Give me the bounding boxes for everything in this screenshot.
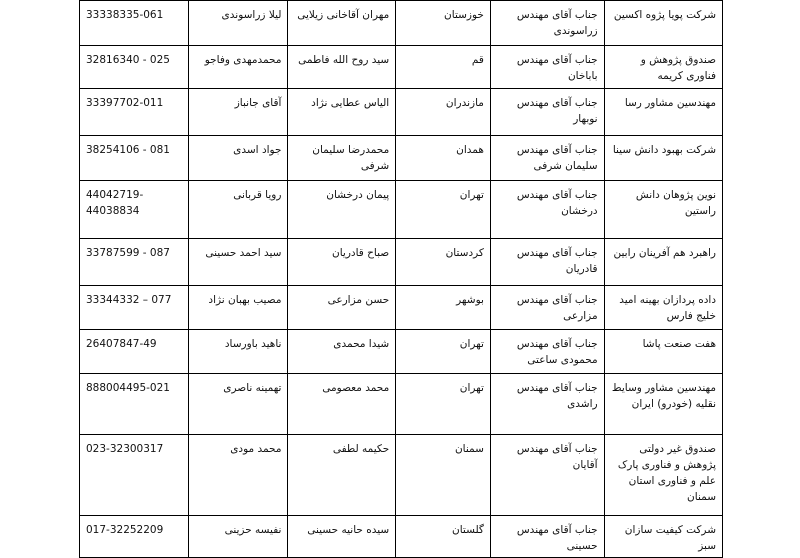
province-cell: همدان: [396, 136, 491, 181]
company-cell: مهندسین مشاور رسا: [604, 89, 722, 136]
manager-cell: شیدا محمدی: [288, 330, 396, 374]
phone-cell: 888004495-021: [80, 374, 189, 435]
company-cell: هفت صنعت پاشا: [604, 330, 722, 374]
contact-cell: تهمینه ناصری: [188, 374, 287, 435]
manager-cell: محمدرضا سلیمان شرفی: [288, 136, 396, 181]
company-cell: شرکت پویا پژوه اکسین: [604, 1, 722, 46]
recipient-cell: جناب آقای مهندس قادریان: [490, 239, 604, 286]
manager-cell: سیده حانیه حسینی: [288, 516, 396, 558]
company-cell: شرکت کیفیت سازان سبز: [604, 516, 722, 558]
table-row: [80, 89, 723, 136]
manager-cell: مهران آقاخانی زیلایی: [288, 1, 396, 46]
recipient-cell: جناب آقای مهندس راشدی: [490, 374, 604, 435]
province-cell: سمنان: [396, 435, 491, 516]
phone-cell: 44042719-44038834: [80, 181, 189, 239]
table-row: [80, 435, 723, 516]
table-row: [80, 516, 723, 558]
contact-cell: آقای جانباز: [188, 89, 287, 136]
manager-cell: سید روح الله فاطمی: [288, 46, 396, 89]
table-row: [80, 286, 723, 330]
table-row: [80, 374, 723, 435]
province-cell: تهران: [396, 374, 491, 435]
manager-cell: محمد معصومی: [288, 374, 396, 435]
recipient-cell: جناب آقای مهندس باباخان: [490, 46, 604, 89]
province-cell: تهران: [396, 181, 491, 239]
company-cell: مهندسین مشاور وسایط نقلیه (خودرو) ایران: [604, 374, 722, 435]
contact-cell: رویا قربانی: [188, 181, 287, 239]
recipient-cell: جناب آقای مهندس مزارعی: [490, 286, 604, 330]
recipient-cell: جناب آقای مهندس زراسوندی: [490, 1, 604, 46]
table-row: [80, 136, 723, 181]
phone-cell: 017-32252209: [80, 516, 189, 558]
company-cell: صندوق پژوهش و فناوری کریمه: [604, 46, 722, 89]
phone-cell: 33338335-061: [80, 1, 189, 46]
company-cell: صندوق غیر دولتی پژوهش و فناوری پارک علم و فناوری استان سمنان: [604, 435, 722, 516]
phone-cell: 33397702-011: [80, 89, 189, 136]
table-row: [80, 1, 723, 46]
manager-cell: پیمان درخشان: [288, 181, 396, 239]
company-cell: شرکت بهبود دانش سینا: [604, 136, 722, 181]
recipient-cell: جناب آقای مهندس حسینی: [490, 516, 604, 558]
contact-cell: لیلا زراسوندی: [188, 1, 287, 46]
province-cell: تهران: [396, 330, 491, 374]
table-row: [80, 46, 723, 89]
province-cell: خوزستان: [396, 1, 491, 46]
phone-cell: 023-32300317: [80, 435, 189, 516]
phone-cell: 33344332 – 077: [80, 286, 189, 330]
contact-cell: نفیسه حزینی: [188, 516, 287, 558]
manager-cell: حسن مزارعی: [288, 286, 396, 330]
recipient-cell: جناب آقای مهندس آقایان: [490, 435, 604, 516]
company-cell: داده پردازان بهینه امید خلیج فارس: [604, 286, 722, 330]
manager-cell: الیاس عطایی نژاد: [288, 89, 396, 136]
phone-cell: 32816340 - 025: [80, 46, 189, 89]
table-row: [80, 330, 723, 374]
phone-cell: 33787599 - 087: [80, 239, 189, 286]
manager-cell: حکیمه لطفی: [288, 435, 396, 516]
manager-cell: صباح قادریان: [288, 239, 396, 286]
phone-cell: 26407847-49: [80, 330, 189, 374]
province-cell: قم: [396, 46, 491, 89]
contact-cell: محمد مودی: [188, 435, 287, 516]
contact-cell: مصیب بهبان نژاد: [188, 286, 287, 330]
recipient-cell: جناب آقای مهندس درخشان: [490, 181, 604, 239]
contact-cell: سید احمد حسینی: [188, 239, 287, 286]
contacts-table: [79, 0, 723, 558]
province-cell: کردستان: [396, 239, 491, 286]
recipient-cell: جناب آقای مهندس محمودی ساعتی: [490, 330, 604, 374]
recipient-cell: جناب آقای مهندس سلیمان شرفی: [490, 136, 604, 181]
contact-cell: جواد اسدی: [188, 136, 287, 181]
table-row: [80, 181, 723, 239]
recipient-cell: جناب آقای مهندس نوبهار: [490, 89, 604, 136]
company-cell: راهبرد هم آفرینان رابین: [604, 239, 722, 286]
phone-cell: 38254106 - 081: [80, 136, 189, 181]
company-cell: نوین پژوهان دانش راستین: [604, 181, 722, 239]
province-cell: بوشهر: [396, 286, 491, 330]
table-row: [80, 239, 723, 286]
contact-cell: ناهید باورساد: [188, 330, 287, 374]
contact-cell: محمدمهدی وفاجو: [188, 46, 287, 89]
province-cell: مازندران: [396, 89, 491, 136]
province-cell: گلستان: [396, 516, 491, 558]
